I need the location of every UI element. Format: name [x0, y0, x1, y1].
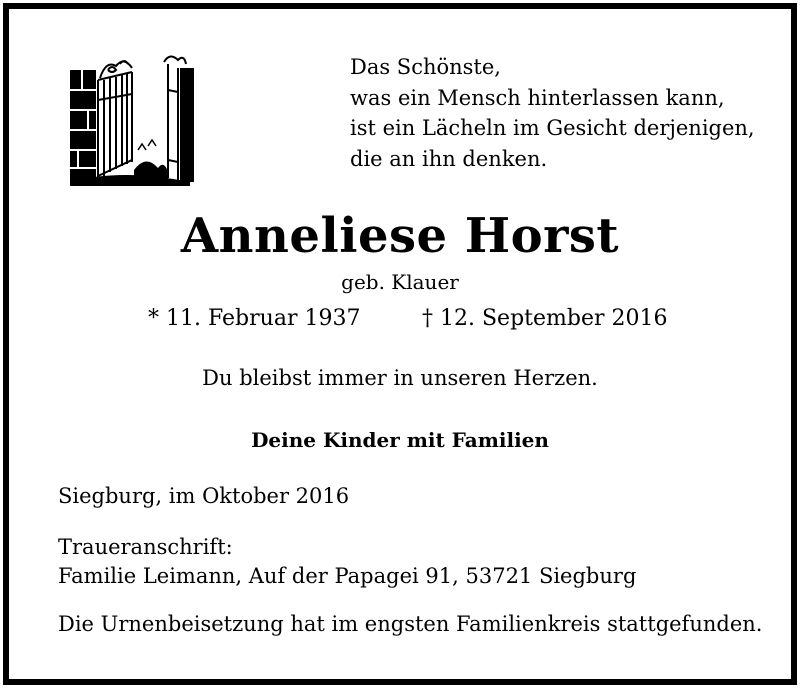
poem-line: ist ein Lächeln im Gesicht derjenigen, [350, 116, 755, 140]
poem-line: Das Schönste, [350, 55, 501, 79]
deceased-name: Anneliese Horst [180, 208, 620, 264]
birth-date: * 11. Februar 1937 [148, 306, 361, 331]
signers: Deine Kinder mit Familien [251, 428, 549, 452]
address-label: Traueranschrift: [58, 535, 233, 559]
motto: Du bleibst immer in unseren Herzen. [202, 366, 598, 390]
poem-line: was ein Mensch hinterlassen kann, [350, 85, 725, 110]
place-date: Siegburg, im Oktober 2016 [58, 484, 350, 508]
death-date: † 12. September 2016 [422, 306, 668, 331]
burial-notice: Die Urnenbeisetzung hat im engsten Familienkreis stattgefunden. [58, 612, 763, 636]
poem [350, 52, 755, 174]
poem-line: die an ihn denken. [350, 146, 548, 171]
maiden-name: geb. Klauer [341, 270, 459, 294]
open-gate-icon [60, 50, 200, 190]
address: Familie Leimann, Auf der Papagei 91, 53721 Siegburg [58, 564, 637, 588]
